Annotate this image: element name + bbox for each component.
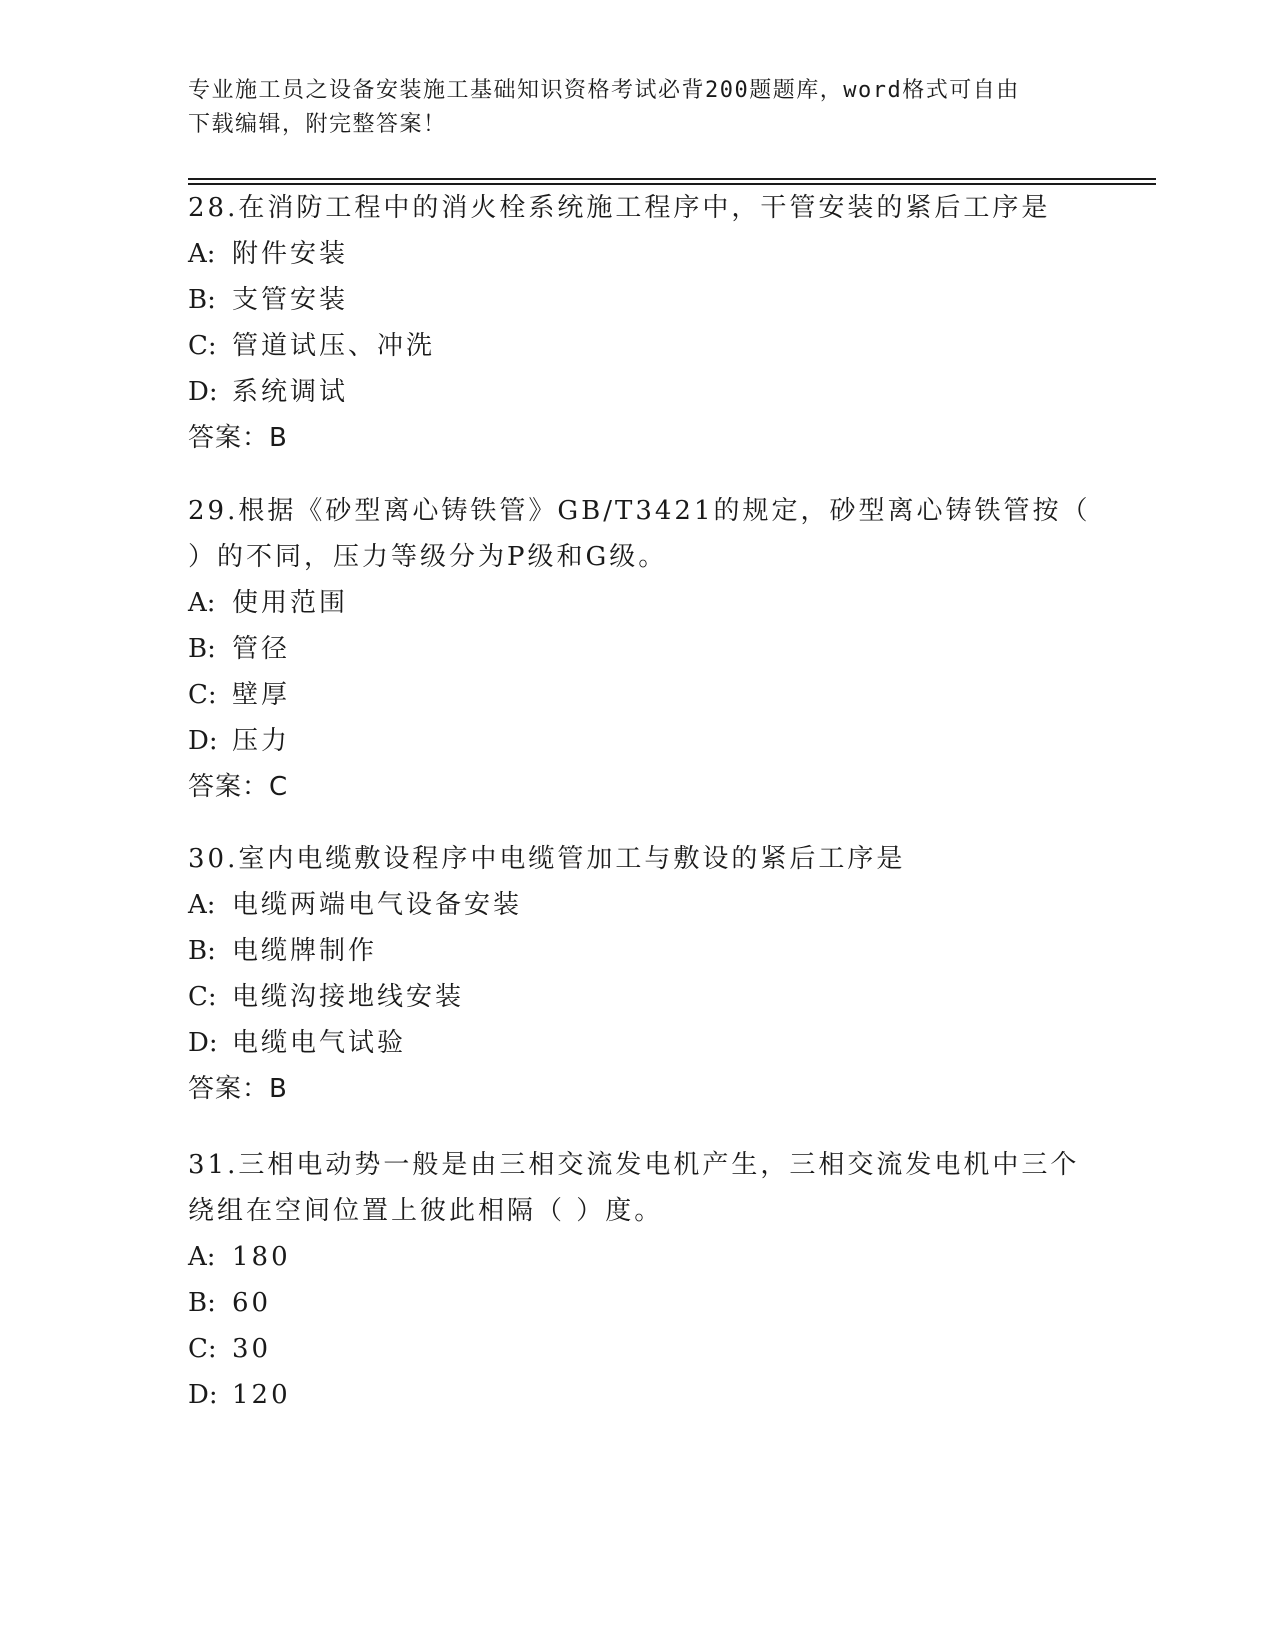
answer-label: 答案：C: [188, 772, 289, 802]
option-text: 壁厚: [232, 680, 291, 710]
option-text: 60: [232, 1288, 272, 1318]
option-text: 压力: [232, 726, 291, 756]
option-a: [188, 882, 1088, 928]
question-stem: 30.室内电缆敷设程序中电缆管加工与敷设的紧后工序是: [188, 844, 906, 874]
option-a: [188, 580, 1088, 626]
option-c: [188, 323, 1088, 369]
answer-label: 答案：B: [188, 423, 288, 453]
option-key: B:: [188, 634, 216, 664]
option-text: 系统调试: [232, 377, 349, 407]
option-key: C:: [188, 1334, 217, 1364]
option-text: 电缆两端电气设备安装: [232, 890, 523, 920]
option-key: D:: [188, 726, 218, 756]
question-stem-line-2: 绕组在空间位置上彼此相隔（ ）度。: [188, 1196, 664, 1226]
option-key: B:: [188, 1288, 216, 1318]
question-29: [188, 488, 1091, 810]
option-text: 电缆电气试验: [232, 1028, 407, 1058]
question-stem-line-1: 29.根据《砂型离心铸铁管》GB/T3421的规定，砂型离心铸铁管按（: [188, 496, 1091, 526]
option-key: A:: [188, 890, 216, 920]
option-key: B:: [188, 936, 216, 966]
option-c: [188, 672, 1088, 718]
option-key: A:: [188, 588, 216, 618]
option-c: [188, 974, 1088, 1020]
option-key: A:: [188, 1242, 216, 1272]
header-line-1: 专业施工员之设备安装施工基础知识资格考试必背200题题库，word格式可自由: [188, 78, 1020, 103]
option-b: [188, 1280, 1088, 1326]
answer-label: 答案：B: [188, 1074, 288, 1104]
question-28: [188, 185, 1088, 461]
option-d: [188, 718, 1088, 764]
option-key: C:: [188, 680, 217, 710]
option-text: 使用范围: [232, 588, 349, 618]
option-text: 电缆沟接地线安装: [232, 982, 465, 1012]
option-b: [188, 928, 1088, 974]
option-text: 180: [232, 1242, 291, 1272]
option-text: 30: [232, 1334, 272, 1364]
option-d: [188, 1020, 1088, 1066]
option-key: A:: [188, 239, 216, 269]
option-c: [188, 1326, 1088, 1372]
option-a: [188, 231, 1088, 277]
option-text: 附件安装: [232, 239, 349, 269]
option-key: C:: [188, 982, 217, 1012]
header-divider-top: [188, 178, 1156, 180]
option-a: [188, 1234, 1088, 1280]
question-stem: 28.在消防工程中的消火栓系统施工程序中，干管安装的紧后工序是: [188, 193, 1051, 223]
option-text: 管道试压、冲洗: [232, 331, 436, 361]
option-key: D:: [188, 1028, 218, 1058]
option-b: [188, 277, 1088, 323]
option-key: C:: [188, 331, 217, 361]
option-key: D:: [188, 1380, 218, 1410]
option-text: 120: [232, 1380, 291, 1410]
option-text: 电缆牌制作: [232, 936, 378, 966]
option-key: D:: [188, 377, 218, 407]
option-text: 管径: [232, 634, 291, 664]
header-line-2: 下载编辑，附完整答案！: [188, 112, 447, 137]
option-text: 支管安装: [232, 285, 349, 315]
option-d: [188, 1372, 1088, 1418]
option-key: B:: [188, 285, 216, 315]
option-d: [188, 369, 1088, 415]
question-stem-line-1: 31.三相电动势一般是由三相交流发电机产生，三相交流发电机中三个: [188, 1150, 1080, 1180]
document-header: [188, 74, 1088, 142]
option-b: [188, 626, 1088, 672]
question-30: [188, 836, 1088, 1112]
question-31: [188, 1142, 1088, 1418]
question-stem-line-2: ）的不同，压力等级分为P级和G级。: [188, 542, 668, 572]
